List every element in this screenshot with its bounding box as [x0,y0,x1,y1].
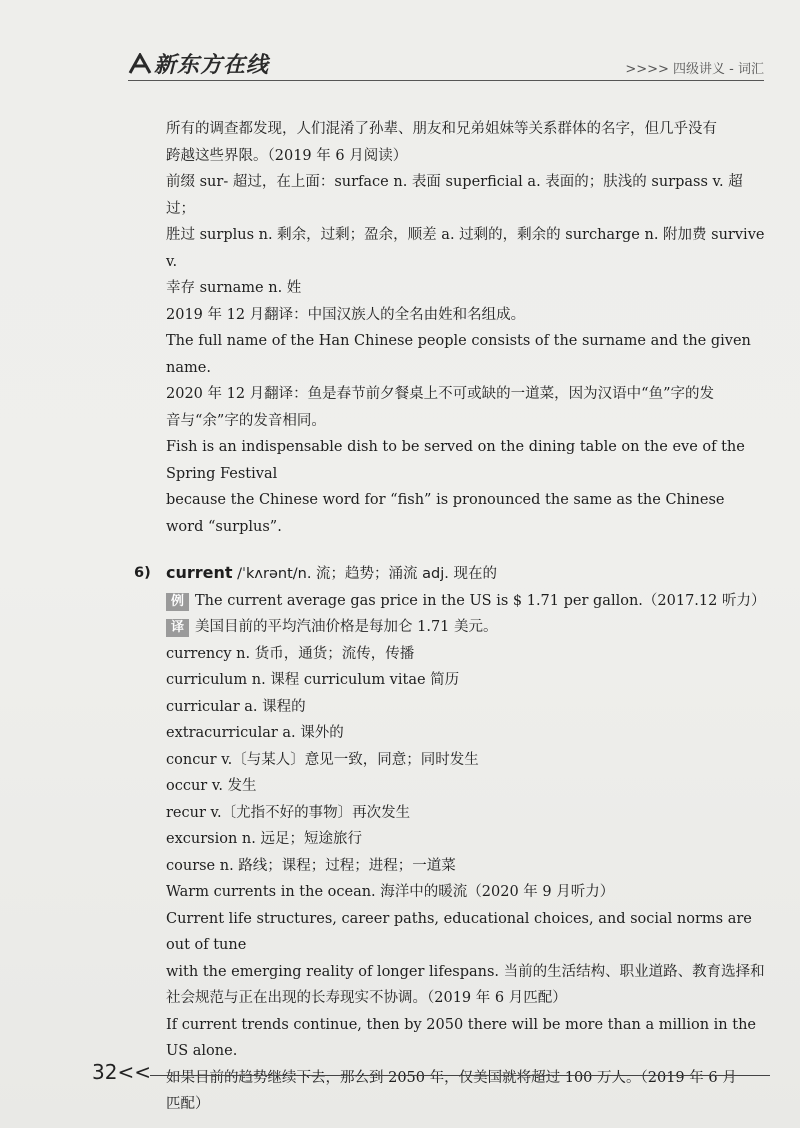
sentence-line: Warm currents in the ocean. 海洋中的暖流（2020 年 9 月听力） [166,884,615,900]
sentence-line: Current life structures, career paths, educational choices, and social norms are out of tune [166,910,752,953]
brand-name: 新东方在线 [154,53,270,78]
headword-definition: /ˈkʌrənt/n. 流；趋势；涌流 adj. 现在的 [232,566,498,582]
text-line: 前缀 sur- 超过，在上面：surface n. 表面 superficial a. 表面的；肤浅的 surpass v. 超过； [166,174,743,217]
page-footer [92,1054,770,1084]
related-word: concur v.〔与某人〕意见一致，同意；同时发生 [166,751,479,768]
related-word: extracurricular a. 课外的 [166,725,344,741]
text-line: because the Chinese word for “fish” is pronounced the same as the Chinese word “surplus”. [166,492,725,535]
related-word: course n. 路线；课程；过程；进程；一道菜 [166,857,456,874]
logo-mark-icon [128,53,152,75]
translation-tag: 译 [166,619,189,637]
text-line: 幸存 surname n. 姓 [166,280,302,296]
sentence-line: 匹配） [166,1096,210,1112]
sentence-line: with the emerging reality of longer lifespans. 当前的生活结构、职业道路、教育选择和 [166,963,765,980]
text-line: Fish is an indispensable dish to be served on the dining table on the eve of the Spring Festival [166,439,745,482]
example-text: The current average gas price in the US is $ 1.71 per gallon.（2017.12 听力） [195,592,766,609]
related-word: curricular a. 课程的 [166,698,306,715]
sentence-line: If current trends continue, then by 2050 there will be more than a million in the US alone. [166,1016,757,1059]
translation-text: 美国目前的平均汽油价格是每加仑 1.71 美元。 [195,619,498,635]
text-line: 2020 年 12 月翻译：鱼是春节前夕餐桌上不可或缺的一道菜，因为汉语中“鱼”字的发 [166,386,715,402]
related-word: currency n. 货币，通货；流传，传播 [166,645,415,662]
brand-logo [128,48,269,79]
related-word: occur v. 发生 [166,778,257,794]
entry-number: 6) [134,565,151,581]
text-line: 所有的调查都发现，人们混淆了孙辈、朋友和兄弟姐妹等关系群体的名字，但几乎没有 [166,121,717,137]
page-number: 32<< [92,1060,151,1084]
footer-rule [150,1075,770,1076]
text-line: 音与“余”字的发音相同。 [166,412,326,429]
headword: current [166,563,233,582]
page-content [134,116,766,1118]
sentence-line: 社会规范与正在出现的长寿现实不协调。（2019 年 6 月匹配） [166,990,567,1006]
translation-line [166,614,766,641]
sentence-line: 如果目前的趋势继续下去，那么到 2050 年，仅美国就将超过 100 万人。（2019 年 6 月 [166,1069,737,1086]
text-line: 跨越这些界限。（2019 年 6 月阅读） [166,147,408,164]
related-word: recur v.〔尤指不好的事物〕再次发生 [166,804,411,821]
text-line: The full name of the Han Chinese people consists of the surname and the given name. [166,333,751,376]
page-header [128,46,764,81]
section-title: >>>> 四级讲义 - 词汇 [625,62,764,77]
example-line [166,588,766,615]
example-tag: 例 [166,593,189,611]
related-word: excursion n. 远足；短途旅行 [166,831,362,847]
text-line: 2019 年 12 月翻译：中国汉族人的全名由姓和名组成。 [166,306,526,323]
text-line: 胜过 surplus n. 剩余，过剩；盈余，顺差 a. 过剩的，剩余的 surcharge n. 附加费 survive v. [166,227,765,270]
related-word: curriculum n. 课程 curriculum vitae 简历 [166,672,460,688]
entry-heading [134,560,766,588]
